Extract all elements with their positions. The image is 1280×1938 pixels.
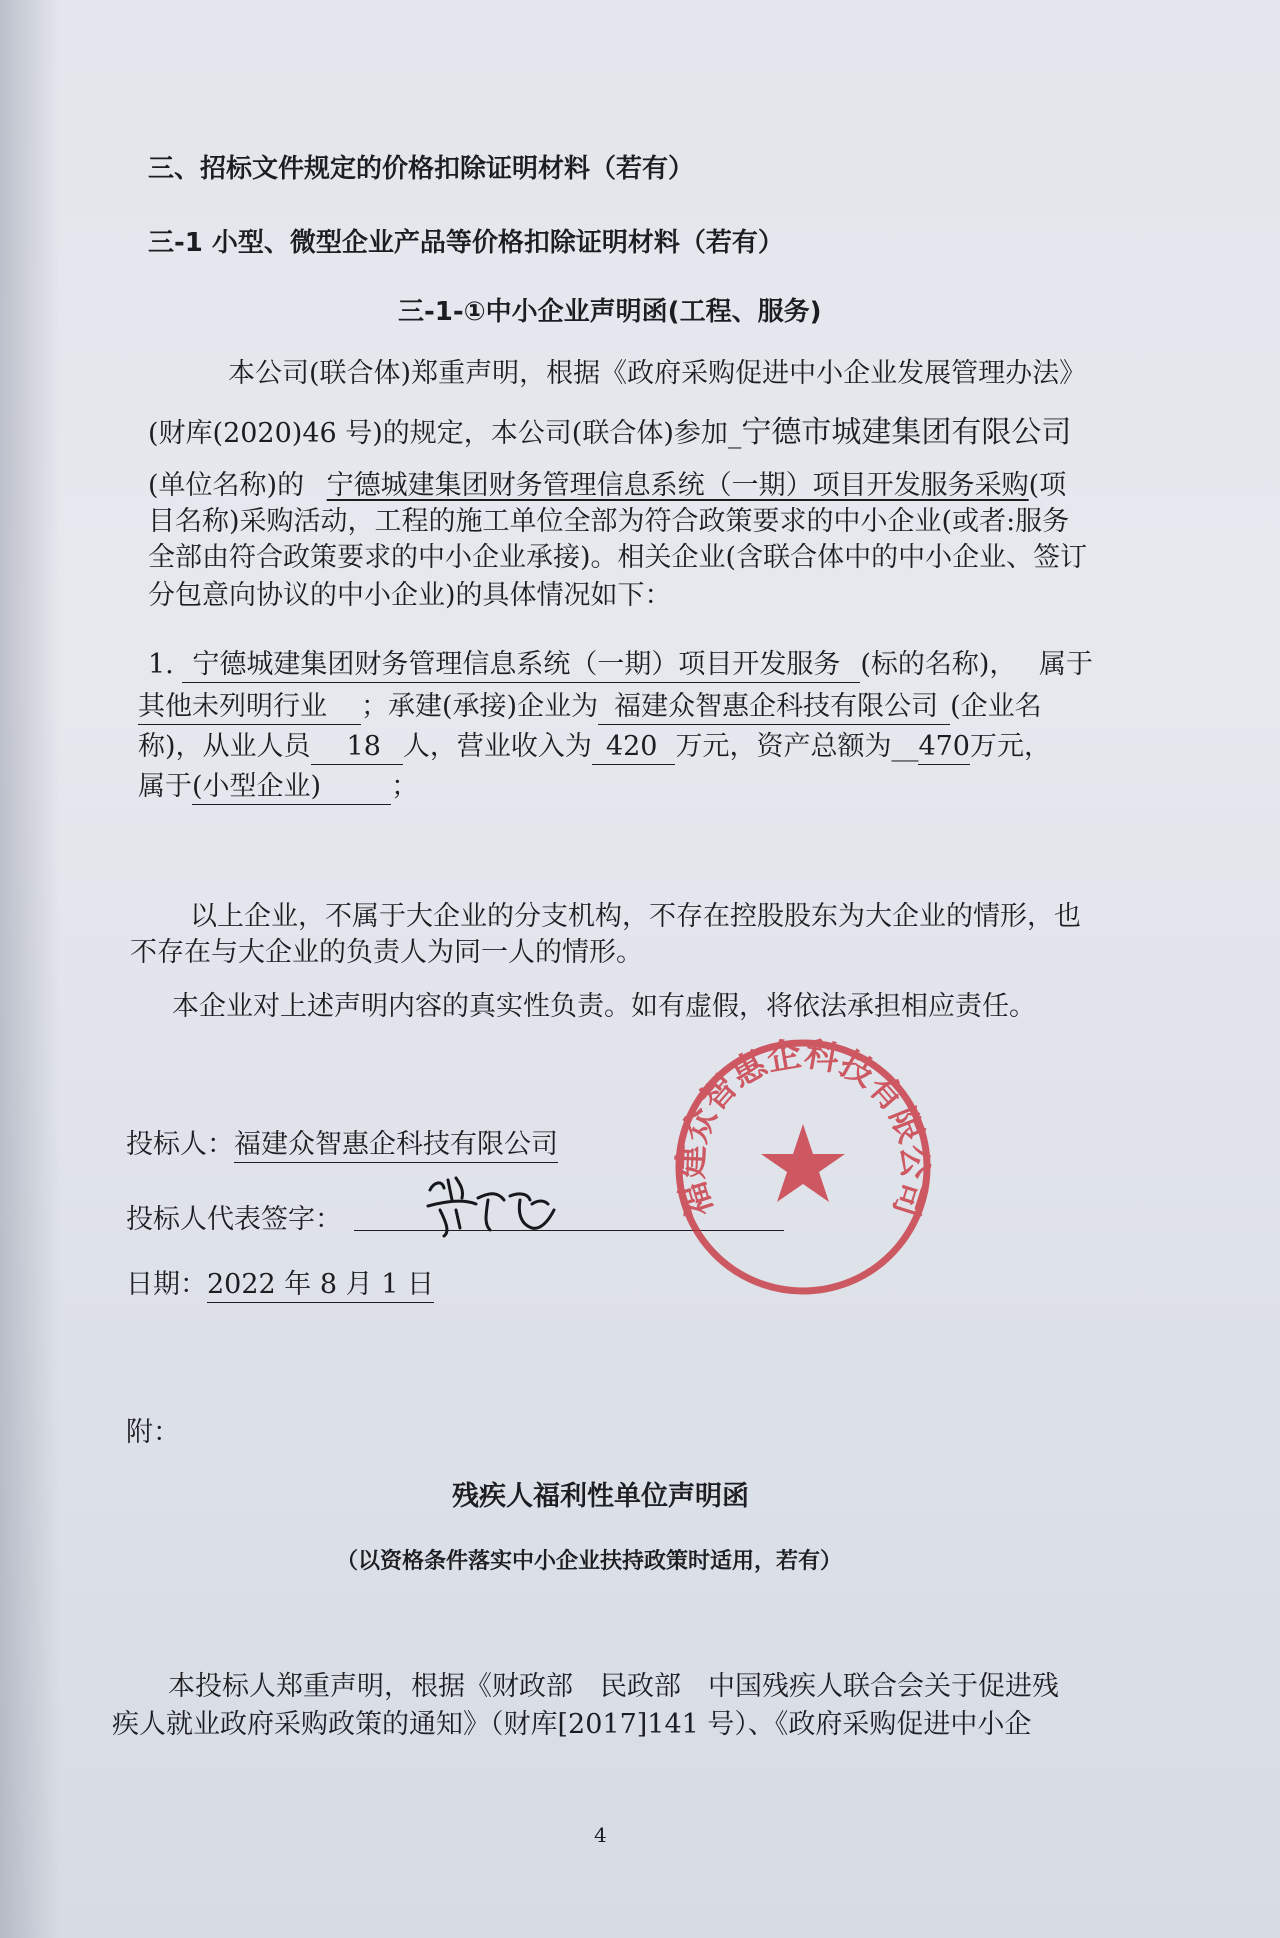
section-heading-3-1: 三-1 小型、微型企业产品等价格扣除证明材料（若有） (148, 228, 784, 258)
rep-label: 投标人代表签字： (126, 1204, 342, 1235)
appendix-line2: 疾人就业政府采购政策的通知》（财库[2017]141 号）、《政府采购促进中小企 (112, 1709, 1032, 1740)
lot-suffix: (标的名称)， (860, 649, 1017, 680)
para1-line5: 全部由符合政策要求的中小企业承接)。相关企业(含联合体中的中小企业、签订 (148, 542, 1088, 573)
para1-line3 (148, 469, 1066, 503)
svg-text:福建众智惠企科技有限公司: 福建众智惠企科技有限公司 (671, 1034, 935, 1222)
item1-line3 (138, 730, 1051, 765)
para1-line2-prefix: (财库(2020)46 号)的规定，本公司(联合体)参加_ (148, 418, 742, 449)
revenue-unit: 万元，资产总额为__ (675, 731, 919, 762)
para1-line1: 本公司(联合体)郑重声明，根据《政府采购促进中小企业发展管理办法》 (228, 358, 1087, 389)
project-name: 宁德城建集团财务管理信息系统（一期）项目开发服务采购 (326, 470, 1029, 501)
industry: 其他未列明行业 (138, 690, 361, 725)
enterprise-name: 福建众智惠企科技有限公司 (598, 690, 950, 725)
appendix-line1: 本投标人郑重声明，根据《财政部 民政部 中国残疾人联合会关于促进残 (168, 1671, 1059, 1702)
declaration-title: 三-1-①中小企业声明函(工程、服务) (398, 297, 822, 327)
date-label: 日期： (126, 1269, 207, 1300)
date-row (126, 1268, 434, 1303)
handwritten-signature (420, 1170, 580, 1240)
para1-line2 (148, 416, 1071, 451)
enterprise-suffix: (企业名 (950, 691, 1042, 722)
item1-line3-prefix: 称)，从业人员 (138, 731, 311, 762)
date-value: 2022 年 8 月 1 日 (207, 1268, 434, 1303)
para1-line3-prefix: (单位名称)的 (148, 470, 305, 501)
item1-line4-suffix: ； (391, 771, 419, 802)
lot-name: 宁德城建集团财务管理信息系统（一期）项目开发服务 (182, 648, 860, 683)
section-heading-3: 三、招标文件规定的价格扣除证明材料（若有） (148, 154, 695, 184)
appendix-title: 残疾人福利性单位声明函 (452, 1481, 749, 1512)
revenue-value: 420 (592, 730, 676, 765)
company-seal (668, 1032, 938, 1302)
para1-line4: 目名称)采购活动，工程的施工单位全部为符合政策要求的中小企业(或者:服务 (148, 506, 1070, 537)
assets-unit: 万元， (970, 731, 1051, 762)
para2-line1: 以上企业，不属于大企业的分支机构，不存在控股股东为大企业的情形，也 (190, 901, 1081, 932)
belongs-to: 属于 (1039, 649, 1094, 680)
appendix-subtitle: （以资格条件落实中小企业扶持政策时适用，若有） (336, 1549, 843, 1574)
item1-line4-prefix: 属于 (138, 771, 192, 802)
para3: 本企业对上述声明内容的真实性负责。如有虚假，将依法承担相应责任。 (172, 991, 1036, 1022)
employee-count: 18 (311, 730, 403, 765)
bidder-name: 福建众智惠企科技有限公司 (234, 1128, 558, 1163)
page-edge-shadow (0, 0, 60, 1938)
bidder-label: 投标人： (126, 1129, 234, 1160)
page-number: 4 (594, 1823, 607, 1847)
enterprise-size: (小型企业) (192, 770, 391, 805)
assets-value: 470 (918, 730, 970, 765)
para2-line2: 不存在与大企业的负责人为同一人的情形。 (130, 937, 643, 968)
para1-line6: 分包意向协议的中小企业)的具体情况如下： (148, 580, 672, 611)
para1-line3-suffix: (项 (1028, 470, 1067, 501)
item1-line4 (138, 770, 418, 805)
contractor-prefix: ；承建(承接)企业为 (361, 691, 599, 722)
item1-line1 (148, 648, 1093, 683)
item1-number: 1. (148, 649, 174, 680)
bidder-row (126, 1128, 558, 1163)
employees-unit: 人，营业收入为 (402, 731, 592, 762)
appendix-label: 附： (126, 1417, 180, 1448)
item1-line2 (138, 690, 1042, 725)
purchaser-name: 宁德市城建集团有限公司 (741, 415, 1072, 450)
